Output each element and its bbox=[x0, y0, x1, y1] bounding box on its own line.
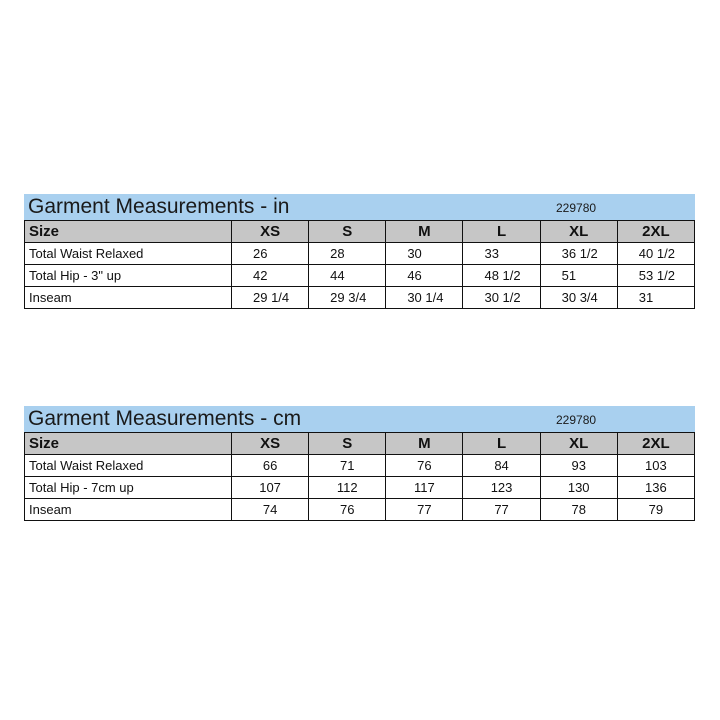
measurements-table-cm bbox=[24, 406, 695, 521]
table-cell: 93 bbox=[540, 455, 617, 477]
header-label: Size bbox=[25, 221, 232, 243]
row-label: Inseam bbox=[25, 499, 232, 521]
table-row bbox=[25, 243, 695, 265]
table-title: Garment Measurements - cm bbox=[28, 407, 302, 430]
table-cell: 48 1/2 bbox=[463, 265, 540, 287]
table-cell: 136 bbox=[617, 477, 694, 499]
size-header: M bbox=[386, 433, 463, 455]
size-header: 2XL bbox=[617, 433, 694, 455]
size-grid bbox=[24, 220, 695, 309]
size-header: L bbox=[463, 433, 540, 455]
table-row bbox=[25, 455, 695, 477]
size-header: XS bbox=[232, 221, 309, 243]
table-cell: 77 bbox=[463, 499, 540, 521]
table-cell: 107 bbox=[232, 477, 309, 499]
row-label: Total Hip - 7cm up bbox=[25, 477, 232, 499]
table-title: Garment Measurements - in bbox=[28, 195, 290, 218]
size-grid bbox=[24, 432, 695, 521]
table-cell: 29 3/4 bbox=[309, 287, 386, 309]
style-code: 229780 bbox=[556, 413, 597, 427]
table-cell: 66 bbox=[232, 455, 309, 477]
table-cell: 30 1/4 bbox=[386, 287, 463, 309]
size-header: XL bbox=[540, 433, 617, 455]
table-cell: 30 bbox=[386, 243, 463, 265]
table-cell: 30 1/2 bbox=[463, 287, 540, 309]
table-cell: 130 bbox=[540, 477, 617, 499]
table-cell: 76 bbox=[386, 455, 463, 477]
table-row bbox=[25, 499, 695, 521]
table-cell: 71 bbox=[309, 455, 386, 477]
table-cell: 44 bbox=[309, 265, 386, 287]
table-cell: 117 bbox=[386, 477, 463, 499]
table-title-bar bbox=[24, 194, 695, 220]
table-cell: 77 bbox=[386, 499, 463, 521]
table-cell: 103 bbox=[617, 455, 694, 477]
table-cell: 36 1/2 bbox=[540, 243, 617, 265]
row-label: Inseam bbox=[25, 287, 232, 309]
table-cell: 78 bbox=[540, 499, 617, 521]
table-cell: 42 bbox=[232, 265, 309, 287]
table-cell: 40 1/2 bbox=[617, 243, 694, 265]
size-header: 2XL bbox=[617, 221, 694, 243]
size-header: XL bbox=[540, 221, 617, 243]
table-cell: 112 bbox=[309, 477, 386, 499]
table-cell: 51 bbox=[540, 265, 617, 287]
table-row bbox=[25, 265, 695, 287]
row-label: Total Waist Relaxed bbox=[25, 243, 232, 265]
style-code: 229780 bbox=[556, 201, 597, 215]
row-label: Total Waist Relaxed bbox=[25, 455, 232, 477]
table-row bbox=[25, 287, 695, 309]
measurements-table-inches bbox=[24, 194, 695, 309]
table-cell: 53 1/2 bbox=[617, 265, 694, 287]
table-cell: 30 3/4 bbox=[540, 287, 617, 309]
table-row bbox=[25, 477, 695, 499]
header-row bbox=[25, 221, 695, 243]
table-title-bar bbox=[24, 406, 695, 432]
table-cell: 46 bbox=[386, 265, 463, 287]
table-cell: 26 bbox=[232, 243, 309, 265]
header-row bbox=[25, 433, 695, 455]
table-cell: 31 bbox=[617, 287, 694, 309]
row-label: Total Hip - 3" up bbox=[25, 265, 232, 287]
table-cell: 123 bbox=[463, 477, 540, 499]
size-header: XS bbox=[232, 433, 309, 455]
table-cell: 76 bbox=[309, 499, 386, 521]
table-cell: 79 bbox=[617, 499, 694, 521]
size-header: S bbox=[309, 433, 386, 455]
table-cell: 84 bbox=[463, 455, 540, 477]
size-header: M bbox=[386, 221, 463, 243]
size-header: S bbox=[309, 221, 386, 243]
size-header: L bbox=[463, 221, 540, 243]
table-cell: 29 1/4 bbox=[232, 287, 309, 309]
table-cell: 33 bbox=[463, 243, 540, 265]
header-label: Size bbox=[25, 433, 232, 455]
table-cell: 28 bbox=[309, 243, 386, 265]
table-cell: 74 bbox=[232, 499, 309, 521]
